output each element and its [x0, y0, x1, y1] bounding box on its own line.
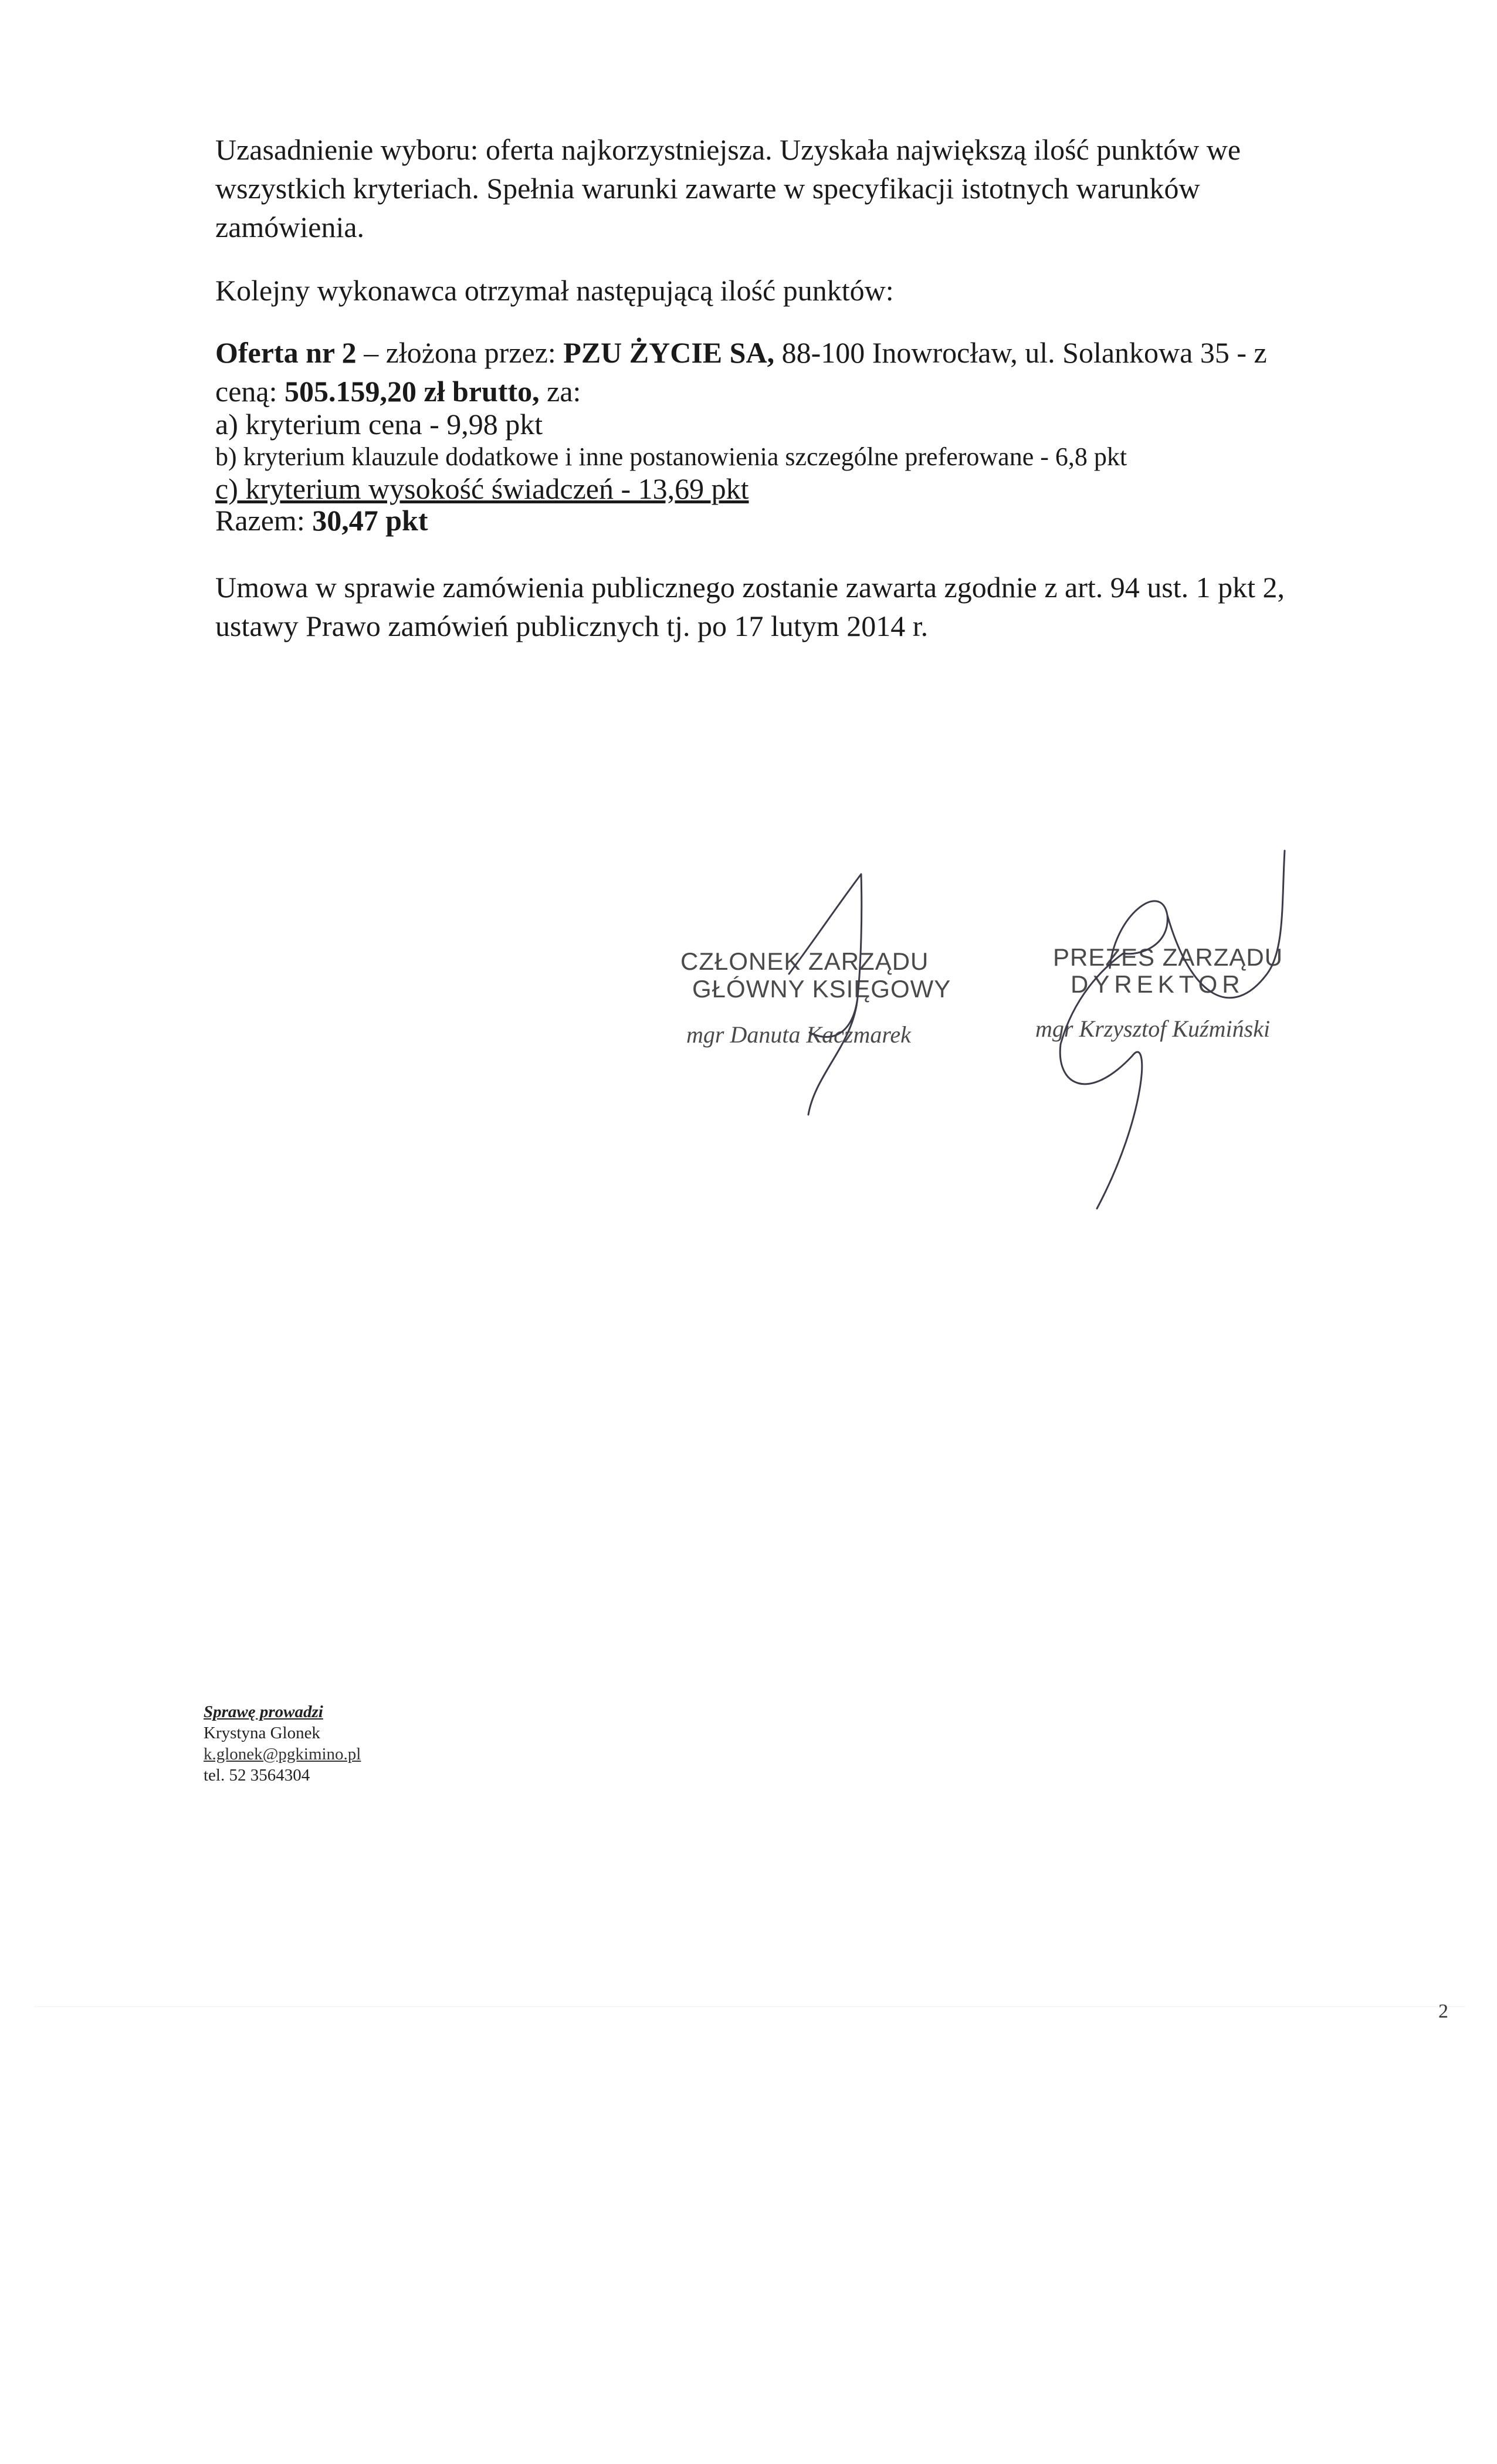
stamp-left-line2: GŁÓWNY KSIĘGOWY: [692, 975, 951, 1003]
total-label: Razem:: [215, 504, 313, 537]
stamp-right-name: mgr Krzysztof Kuźmiński: [1035, 1016, 1271, 1042]
price-suffix: za:: [539, 375, 581, 408]
stamp-left-line1: CZŁONEK ZARZĄDU: [680, 947, 929, 975]
offer-separator: – złożona przez:: [356, 336, 564, 369]
scan-divider: [34, 2006, 1465, 2007]
footer-email[interactable]: k.glonek@pgkimino.pl: [204, 1745, 361, 1764]
stamp-right-line2: DYREKTOR: [1071, 970, 1245, 998]
footer-phone: tel. 52 3564304: [204, 1766, 310, 1785]
offer-price: 505.159,20 zł brutto,: [284, 375, 540, 408]
criterion-a: a) kryterium cena - 9,98 pkt: [215, 408, 543, 441]
next-contractor-text: Kolejny wykonawca otrzymał następującą ilość punktów:: [215, 274, 894, 307]
offer-address: 88-100 Inowrocław, ul. Solankowa 35 - z: [774, 336, 1267, 369]
stamp-right-line1: PREZES ZARZĄDU: [1053, 943, 1283, 971]
offer-paragraph: [215, 333, 1312, 411]
justification-paragraph: Uzasadnienie wyboru: oferta najkorzystniejsza. Uzyskała największą ilość punktów we wszystkich kryteriach. Spełnia warunki zawarte w specyfikacji istotnych warunków zamówienia.: [215, 133, 1241, 243]
stamp-left-name: mgr Danuta Kaczmarek: [686, 1021, 911, 1048]
offer-company: PZU ŻYCIE SA,: [563, 336, 775, 369]
footer-title: Sprawę prowadzi: [204, 1703, 323, 1721]
page-number: 2: [1438, 2001, 1448, 2022]
offer-label: Oferta nr 2: [215, 336, 357, 369]
total-value: 30,47 pkt: [312, 504, 428, 537]
agreement-paragraph: Umowa w sprawie zamówienia publicznego zostanie zawarta zgodnie z art. 94 ust. 1 pkt 2, ustawy Prawo zamówień publicznych tj. po 17 lutym 2014 r.: [215, 571, 1285, 642]
total-line: [215, 501, 1312, 540]
criterion-c: c) kryterium wysokość świadczeń - 13,69 pkt: [215, 472, 749, 505]
criterion-b: b) kryterium klauzule dodatkowe i inne postanowienia szczególne preferowane - 6,8 pkt: [215, 442, 1127, 471]
price-prefix: ceną:: [215, 375, 285, 408]
footer-name: Krystyna Glonek: [204, 1724, 320, 1742]
